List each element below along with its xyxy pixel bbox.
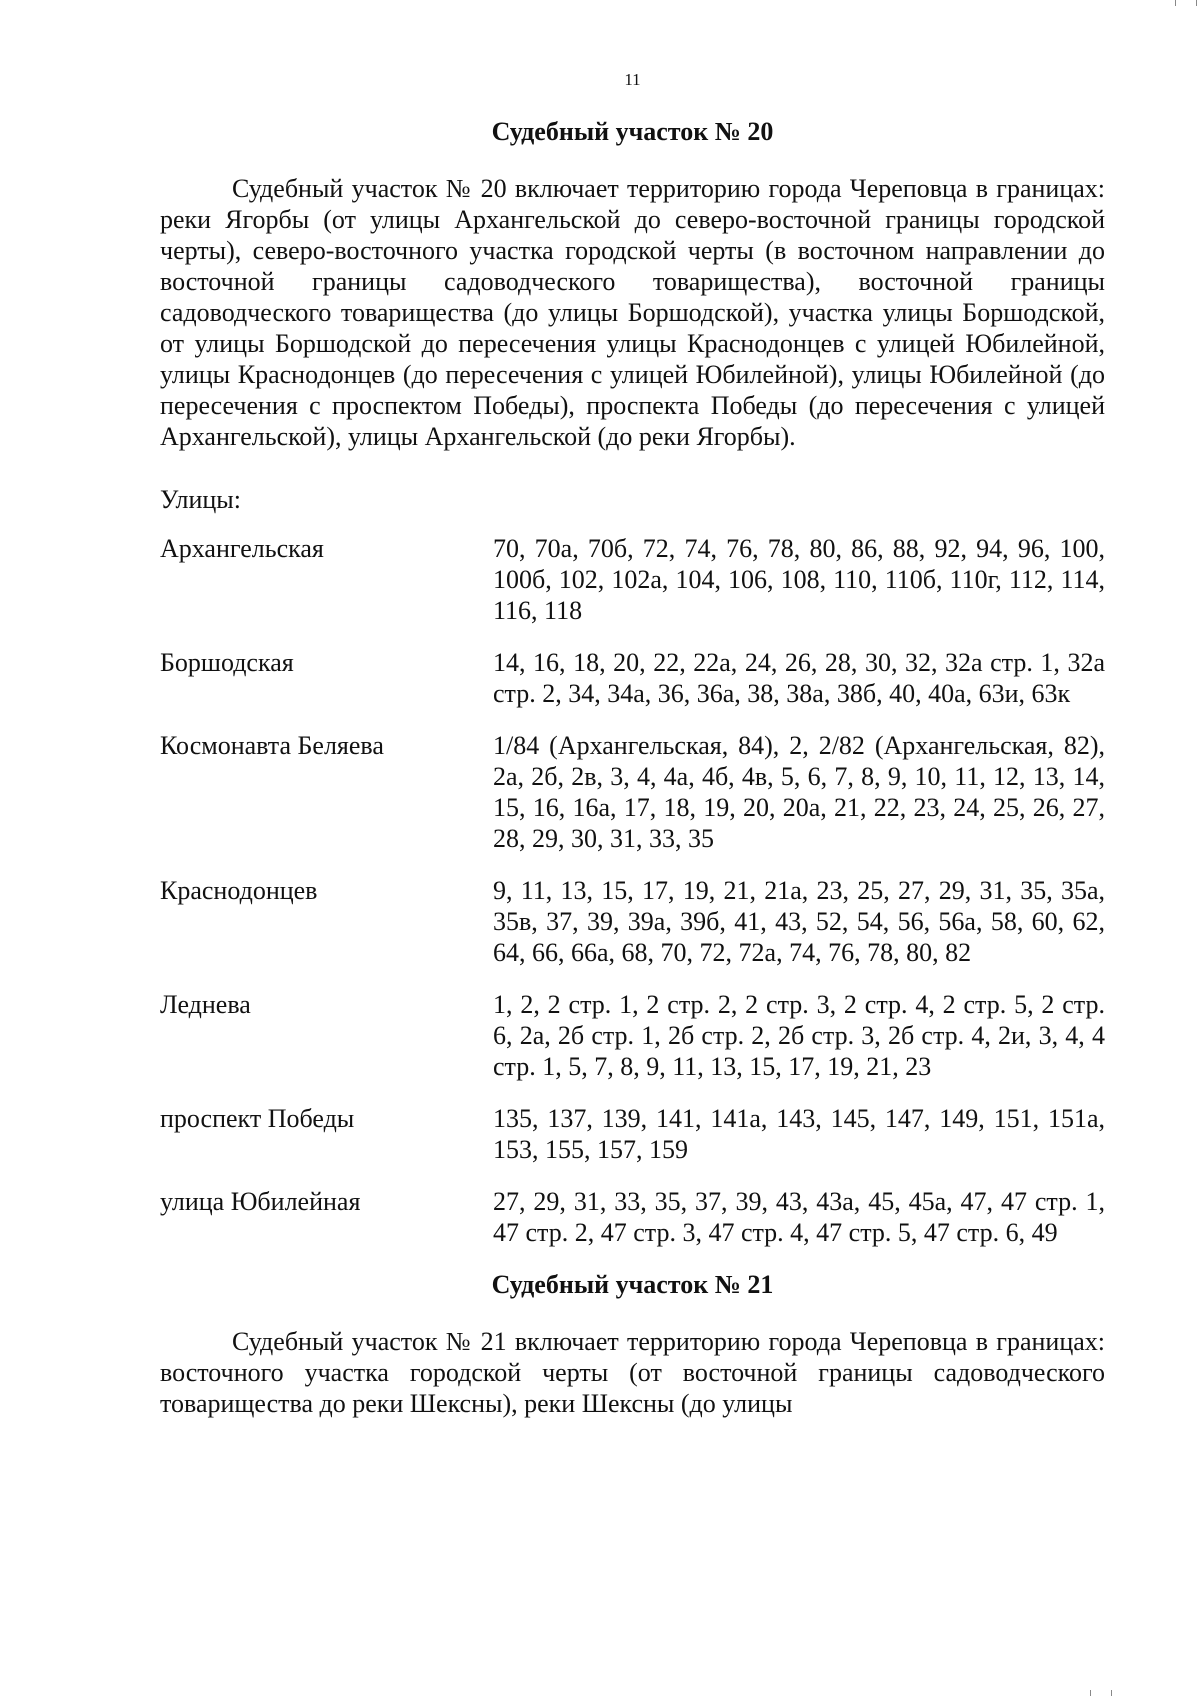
streets-heading: Улицы: bbox=[160, 485, 241, 514]
street-name: улица Юбилейная bbox=[160, 1187, 361, 1216]
street-row bbox=[160, 989, 1105, 1082]
street-name: Архангельская bbox=[160, 534, 324, 563]
street-row bbox=[160, 533, 1105, 626]
street-houses: 27, 29, 31, 33, 35, 37, 39, 43, 43а, 45, 45а, 47, 47 стр. 1, 47 стр. 2, 47 стр. 3, 47 стр. 4, 47 стр. 5, 47 стр. 6, 49 bbox=[493, 1187, 1105, 1247]
section-description: Судебный участок № 20 включает территорию города Череповца в границах: реки Ягорбы (от улицы Архангельской до северо-восточной границы городской черты), северо-восточного участка городской черты (в восточном направлении до восточной границы садоводческого товарищества), восточной границы садоводческого товарищества (до улицы Боршодской), участка улицы Боршодской, от улицы Боршодской до пересечения улицы Краснодонцев с улицей Юбилейной, улицы Краснодонцев (до пересечения с улицей Юбилейной), улицы Юбилейной (до пересечения с проспектом Победы), проспекта Победы (до пересечения с улицей Архангельской), улицы Архангельской (до реки Ягорбы). bbox=[160, 174, 1105, 451]
section-21 bbox=[160, 1269, 1105, 1419]
document-page bbox=[160, 70, 1105, 1419]
street-name: Боршодская bbox=[160, 648, 294, 677]
street-houses: 9, 11, 13, 15, 17, 19, 21, 21а, 23, 25, 27, 29, 31, 35, 35а, 35в, 37, 39, 39а, 39б, 41, 43, 52, 54, 56, 56а, 58, 60, 62, 64, 66, 66а, 68, 70, 72, 72а, 74, 76, 78, 80, 82 bbox=[493, 876, 1105, 967]
street-row bbox=[160, 730, 1105, 854]
street-table bbox=[160, 533, 1105, 1248]
street-houses: 14, 16, 18, 20, 22, 22а, 24, 26, 28, 30, 32, 32а стр. 1, 32а стр. 2, 34, 34а, 36, 36а, 38, 38а, 38б, 40, 40а, 63и, 63к bbox=[493, 648, 1105, 708]
scan-mark-bottom bbox=[1090, 1690, 1112, 1696]
street-houses: 1/84 (Архангельская, 84), 2, 2/82 (Архангельская, 82), 2а, 2б, 2в, 3, 4, 4а, 4б, 4в, 5, 6, 7, 8, 9, 10, 11, 12, 13, 14, 15, 16, 16а, 17, 18, 19, 20, 20а, 21, 22, 23, 24, 25, 26, 27, 28, 29, 30, 31, 33, 35 bbox=[493, 731, 1105, 853]
street-houses: 135, 137, 139, 141, 141а, 143, 145, 147, 149, 151, 151а, 153, 155, 157, 159 bbox=[493, 1104, 1105, 1164]
street-name: Краснодонцев bbox=[160, 876, 318, 905]
page-number: 11 bbox=[624, 70, 641, 89]
street-row bbox=[160, 875, 1105, 968]
street-houses: 1, 2, 2 стр. 1, 2 стр. 2, 2 стр. 3, 2 стр. 4, 2 стр. 5, 2 стр. 6, 2а, 2б стр. 1, 2б стр. 2, 2б стр. 3, 2б стр. 4, 2и, 3, 4, 4 стр. 1, 5, 7, 8, 9, 11, 13, 15, 17, 19, 21, 23 bbox=[493, 990, 1105, 1081]
street-name: проспект Победы bbox=[160, 1104, 355, 1133]
section-title: Судебный участок № 21 bbox=[491, 1270, 774, 1299]
street-row bbox=[160, 647, 1105, 709]
street-name: Леднева bbox=[160, 990, 251, 1019]
street-name: Космонавта Беляева bbox=[160, 731, 384, 760]
street-row bbox=[160, 1103, 1105, 1165]
street-row bbox=[160, 1186, 1105, 1248]
section-20 bbox=[160, 116, 1105, 1248]
scan-mark-top bbox=[1175, 0, 1197, 6]
section-title: Судебный участок № 20 bbox=[491, 117, 774, 146]
section-description: Судебный участок № 21 включает территорию города Череповца в границах: восточного участка городской черты (от восточной границы садоводческого товарищества до реки Шексны), реки Шексны (до улицы bbox=[160, 1327, 1105, 1418]
street-houses: 70, 70а, 70б, 72, 74, 76, 78, 80, 86, 88, 92, 94, 96, 100, 100б, 102, 102а, 104, 106, 108, 110, 110б, 110г, 112, 114, 116, 118 bbox=[493, 534, 1105, 625]
